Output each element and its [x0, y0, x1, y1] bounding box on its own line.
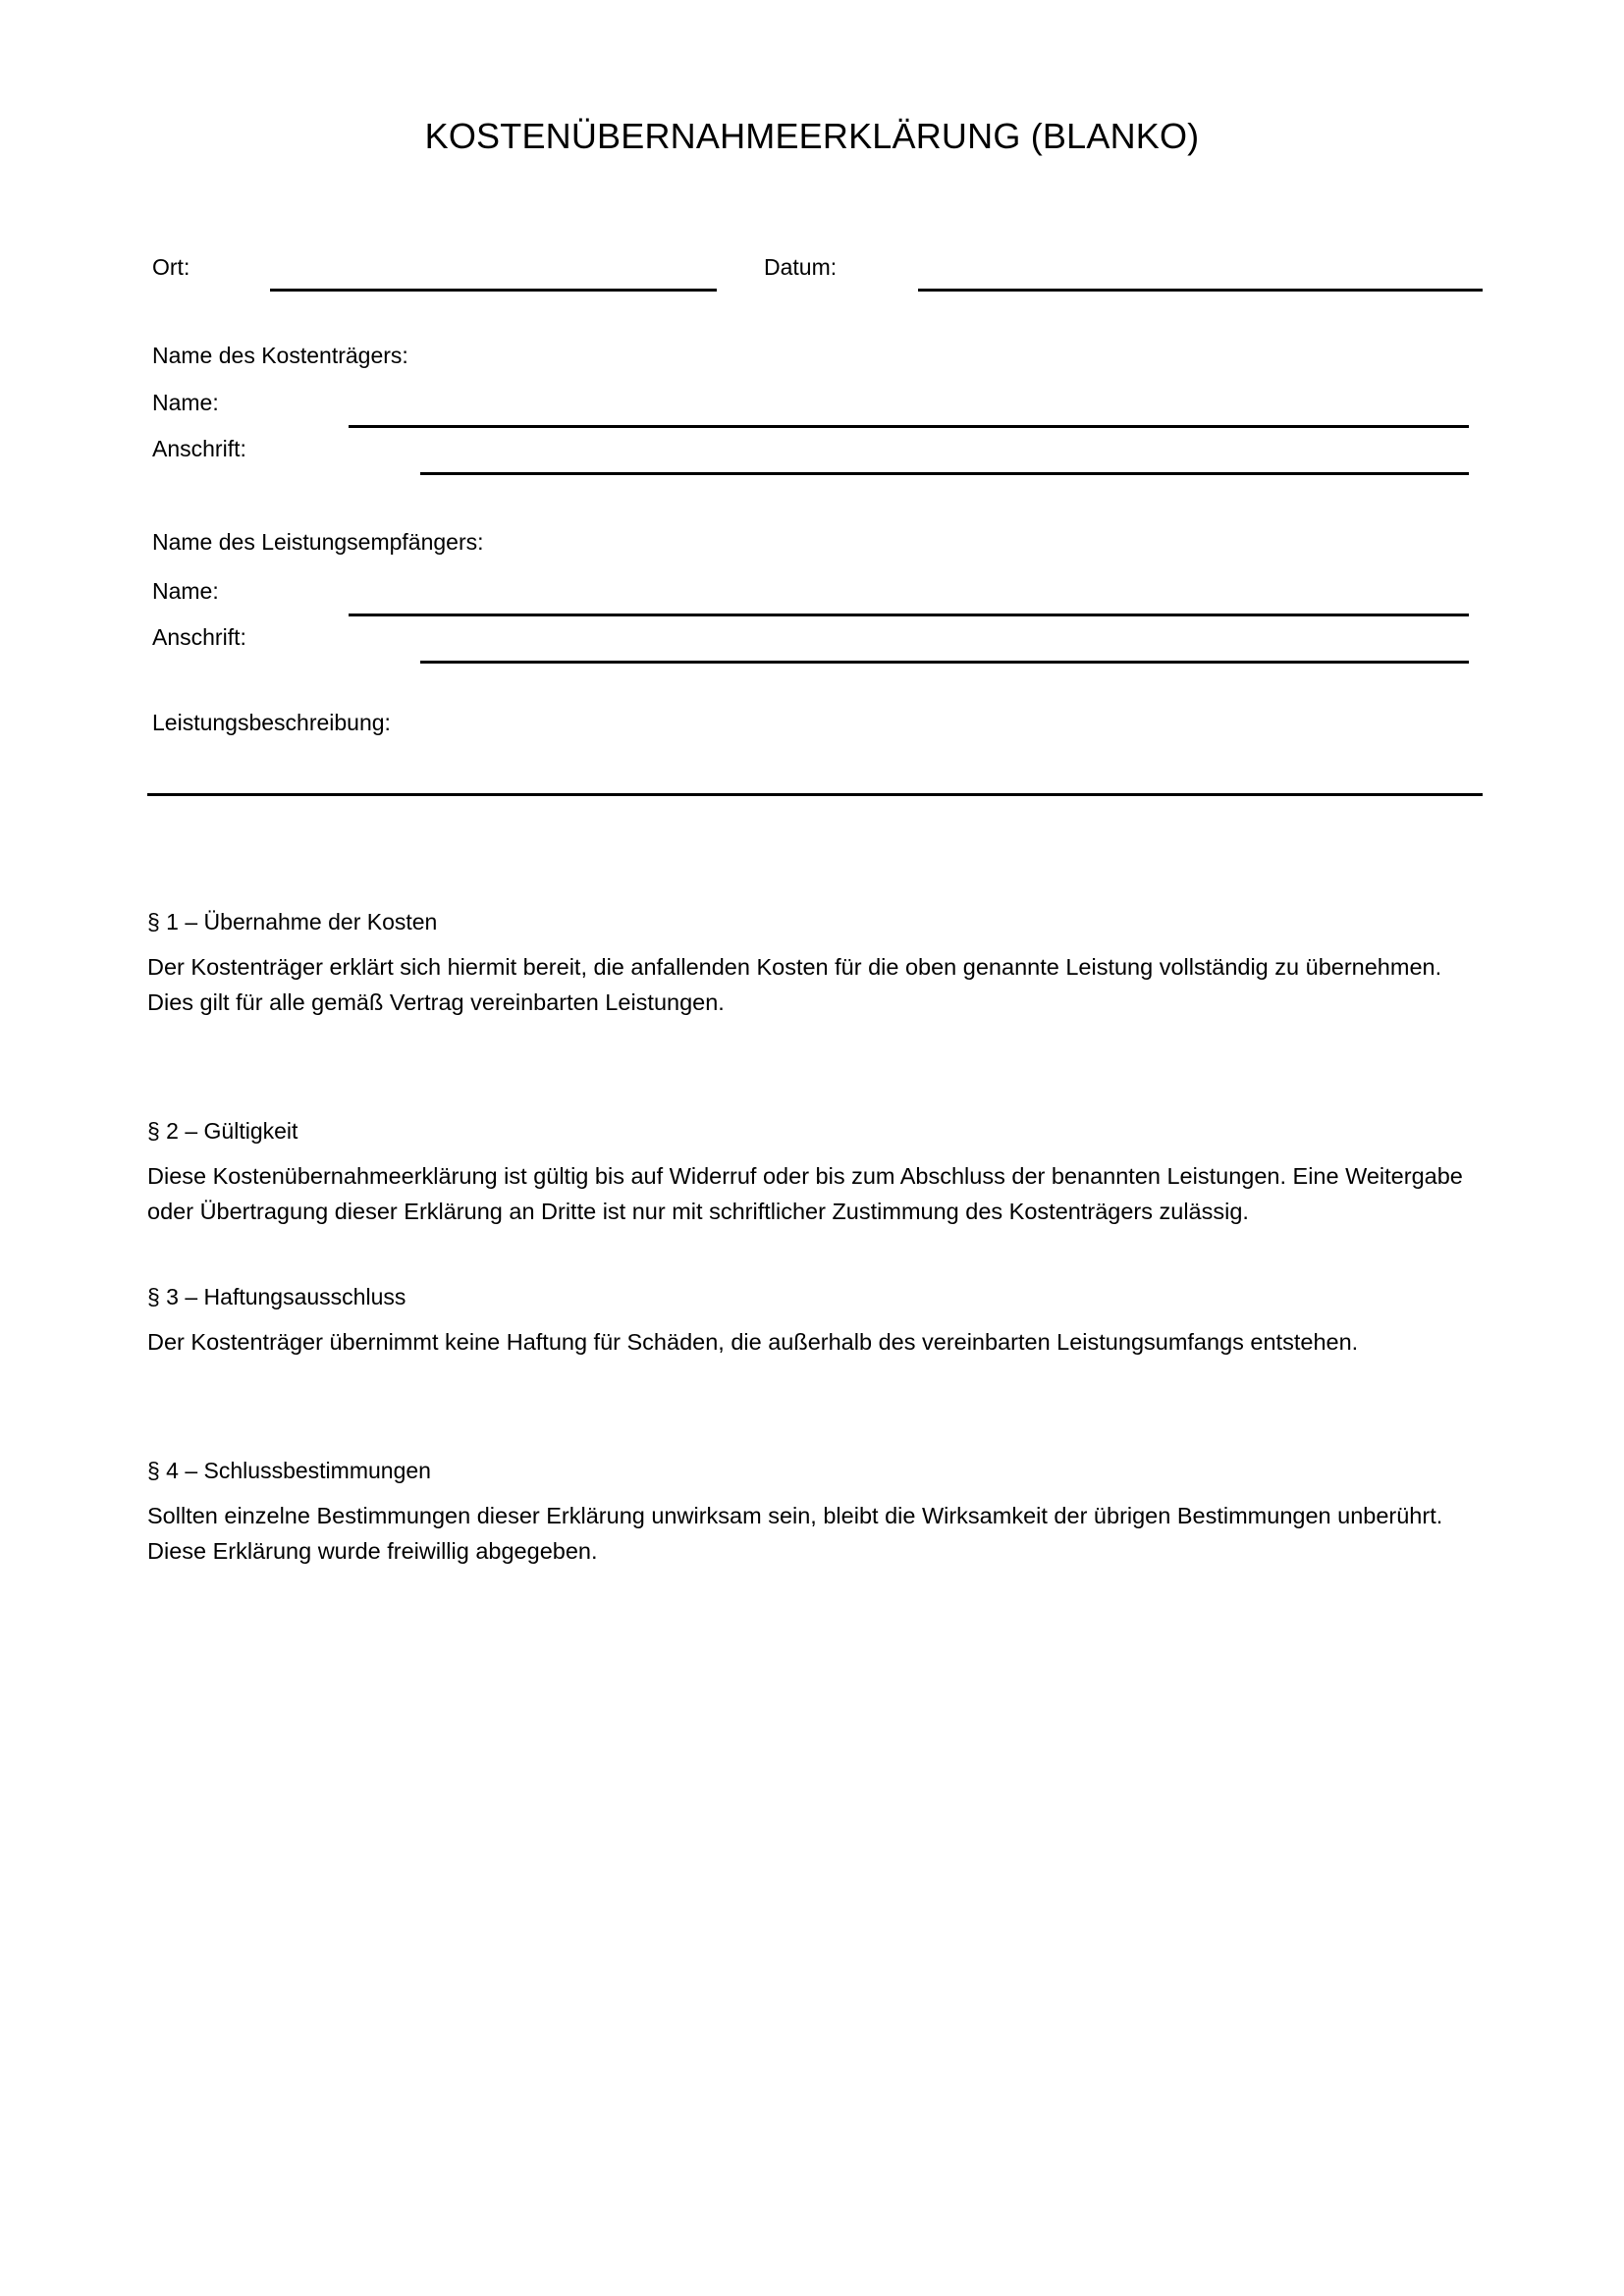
section-3-body: Der Kostenträger übernimmt keine Haftung für Schäden, die außerhalb des vereinbarten Leistungsumfangs entstehen.: [147, 1329, 1359, 1355]
payer-address-input-line[interactable]: [420, 472, 1469, 475]
ort-input-line[interactable]: [270, 289, 717, 292]
datum-input-line[interactable]: [918, 289, 1483, 292]
service-description-heading: Leistungsbeschreibung:: [152, 710, 391, 735]
section-2-body: Diese Kostenübernahmeerklärung ist gültig bis auf Widerruf oder bis zum Abschluss der benannten Leistungen. Eine Weitergabe oder Übertragung dieser Erklärung an Dritte ist nur mit schriftlicher Zustimmung des Kostenträgers zulässig.: [147, 1163, 1463, 1224]
datum-label: Datum:: [764, 254, 838, 280]
section-1-heading: § 1 – Übernahme der Kosten: [147, 909, 438, 934]
section-4-body: Sollten einzelne Bestimmungen dieser Erklärung unwirksam sein, bleibt die Wirksamkeit der übrigen Bestimmungen unberührt. Diese Erklärung wurde freiwillig abgegeben.: [147, 1503, 1443, 1564]
ort-label: Ort:: [152, 254, 190, 280]
payer-block-heading: Name des Kostenträgers:: [152, 343, 408, 368]
payer-name-label: Name:: [152, 390, 219, 415]
recipient-name-input-line[interactable]: [349, 614, 1469, 616]
page-title: KOSTENÜBERNAHMEERKLÄRUNG (BLANKO): [424, 116, 1200, 156]
section-4-heading: § 4 – Schlussbestimmungen: [147, 1458, 431, 1483]
recipient-address-label: Anschrift:: [152, 624, 246, 650]
payer-name-input-line[interactable]: [349, 425, 1469, 428]
service-description-input-line[interactable]: [147, 793, 1483, 796]
recipient-name-label: Name:: [152, 578, 219, 604]
section-1-body: Der Kostenträger erklärt sich hiermit bereit, die anfallenden Kosten für die oben genannte Leistung vollständig zu übernehmen. Dies gilt für alle gemäß Vertrag vereinbarten Leistungen.: [147, 954, 1442, 1015]
section-3-heading: § 3 – Haftungsausschluss: [147, 1284, 406, 1309]
section-2-heading: § 2 – Gültigkeit: [147, 1118, 298, 1144]
recipient-address-input-line[interactable]: [420, 661, 1469, 664]
recipient-block-heading: Name des Leistungsempfängers:: [152, 529, 484, 555]
payer-address-label: Anschrift:: [152, 436, 246, 461]
